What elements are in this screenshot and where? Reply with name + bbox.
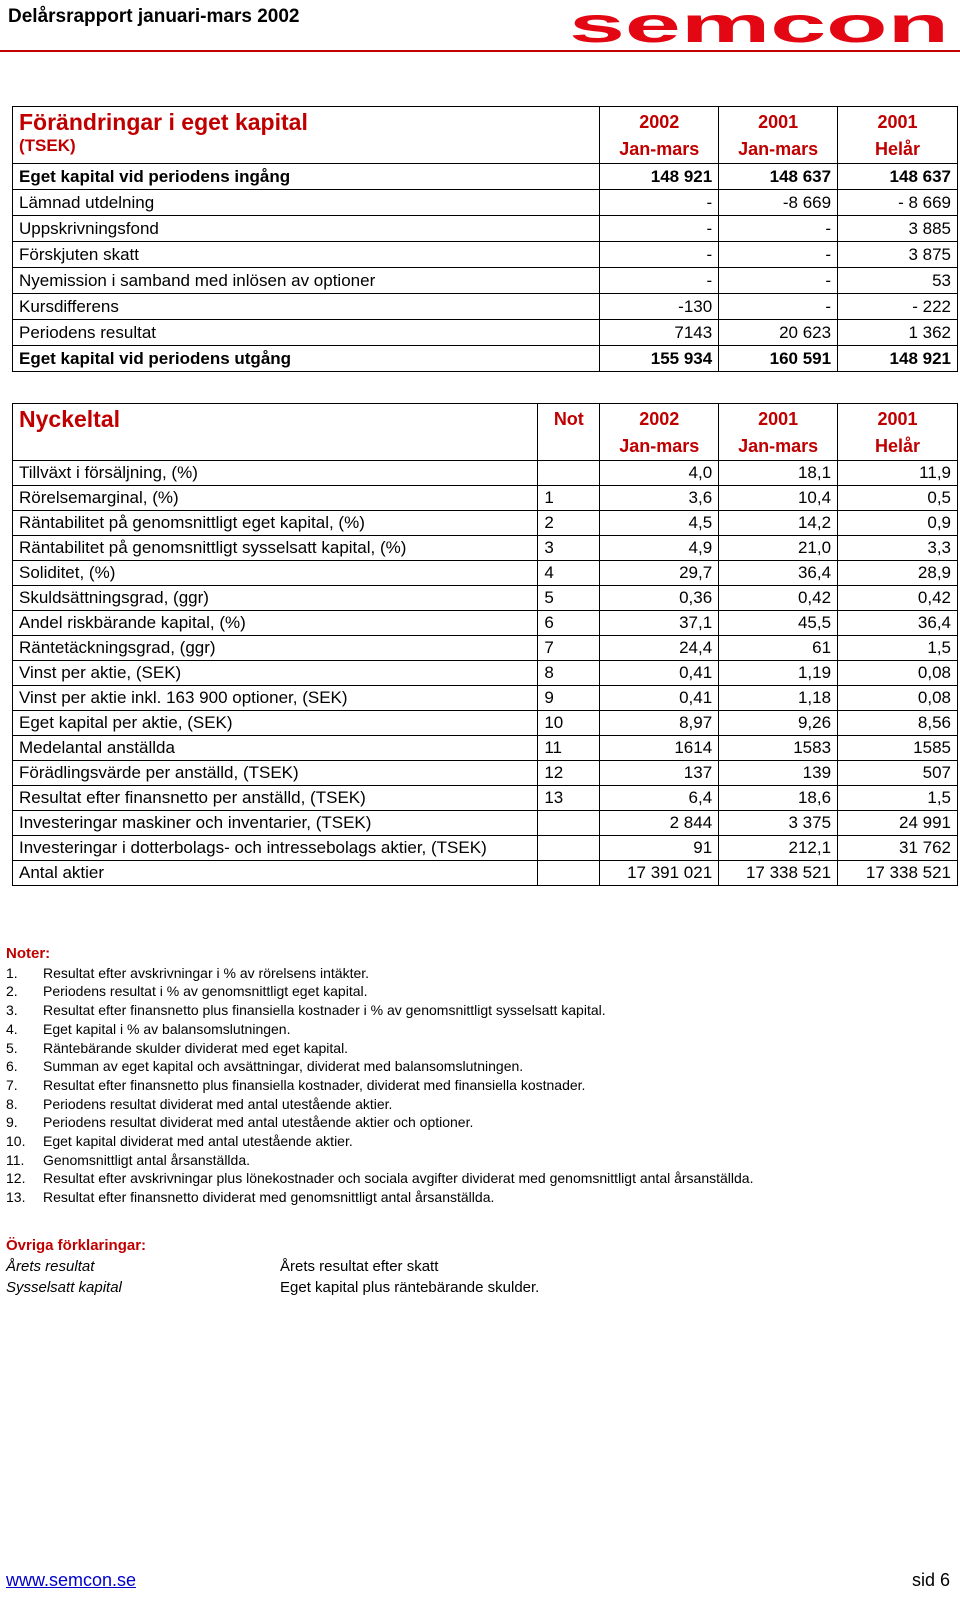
row-label: Förskjuten skatt xyxy=(13,242,600,268)
value-cell: - xyxy=(719,242,838,268)
value-cell: 0,08 xyxy=(838,686,958,711)
row-label: Soliditet, (%) xyxy=(13,561,538,586)
note-number: 8. xyxy=(6,1095,18,1112)
note-text: Resultat efter finansnetto plus finansiella kostnader, dividerat med finansiella kostnader. xyxy=(43,1076,586,1093)
note-item xyxy=(6,1057,754,1076)
value-cell: -130 xyxy=(600,294,719,320)
value-cell: 18,6 xyxy=(719,786,838,811)
value-cell: 8,56 xyxy=(838,711,958,736)
key-figures-col-2: 2001 Jan-mars xyxy=(719,404,838,461)
website-link[interactable]: www.semcon.se xyxy=(6,1570,137,1590)
key-figure-row xyxy=(13,761,958,786)
page-number: sid 6 xyxy=(911,1570,950,1590)
note-item xyxy=(6,1020,754,1039)
explanations-list xyxy=(6,1256,539,1298)
note-text: Eget kapital i % av balansomslutningen. xyxy=(43,1020,291,1037)
value-cell: 148 637 xyxy=(719,164,838,190)
value-cell: 1614 xyxy=(600,736,719,761)
value-cell: 3 875 xyxy=(838,242,958,268)
note-ref: 5 xyxy=(538,586,600,611)
note-text: Resultat efter finansnetto dividerat med genomsnittligt antal årsanställda. xyxy=(43,1189,495,1206)
note-ref xyxy=(538,811,600,836)
note-ref xyxy=(538,461,600,486)
key-figure-row xyxy=(13,736,958,761)
explanations-heading: Övriga förklaringar: xyxy=(6,1237,147,1254)
key-figure-row xyxy=(13,511,958,536)
row-label: Andel riskbärande kapital, (%) xyxy=(13,611,538,636)
key-figure-row xyxy=(13,661,958,686)
note-ref: 1 xyxy=(538,486,600,511)
value-cell: - 222 xyxy=(838,294,958,320)
value-cell: 137 xyxy=(600,761,719,786)
value-cell: 0,36 xyxy=(600,586,719,611)
value-cell: - xyxy=(600,216,719,242)
key-figure-row xyxy=(13,461,958,486)
value-cell: 3 375 xyxy=(719,811,838,836)
note-text: Resultat efter finansnetto plus finansiella kostnader i % av genomsnittligt sysselsatt kapital. xyxy=(43,1002,606,1019)
value-cell: - 8 669 xyxy=(838,190,958,216)
explanation-item xyxy=(6,1256,539,1277)
value-cell: 0,41 xyxy=(600,686,719,711)
row-label: Räntabilitet på genomsnittligt eget kapital, (%) xyxy=(13,511,538,536)
row-label: Investeringar maskiner och inventarier, (TSEK) xyxy=(13,811,538,836)
equity-col-2: 2001 Jan-mars xyxy=(719,107,838,164)
value-cell: 3,3 xyxy=(838,536,958,561)
note-ref: 8 xyxy=(538,661,600,686)
value-cell: 36,4 xyxy=(719,561,838,586)
note-item xyxy=(6,964,754,983)
value-cell: 160 591 xyxy=(719,346,838,372)
note-text: Periodens resultat dividerat med antal utestående aktier. xyxy=(43,1095,393,1112)
row-label: Antal aktier xyxy=(13,861,538,886)
value-cell: 0,42 xyxy=(719,586,838,611)
row-label: Eget kapital vid periodens ingång xyxy=(13,164,600,190)
note-text: Periodens resultat dividerat med antal utestående aktier och optioner. xyxy=(43,1114,474,1131)
explanation-term: Sysselsatt kapital xyxy=(6,1279,122,1296)
value-cell: 0,9 xyxy=(838,511,958,536)
value-cell: 17 338 521 xyxy=(719,861,838,886)
note-number: 2. xyxy=(6,983,18,1000)
explanation-item xyxy=(6,1277,539,1298)
key-figure-row xyxy=(13,686,958,711)
row-label: Förädlingsvärde per anställd, (TSEK) xyxy=(13,761,538,786)
note-ref: 3 xyxy=(538,536,600,561)
equity-row xyxy=(13,346,958,372)
row-label: Medelantal anställda xyxy=(13,736,538,761)
key-figure-row xyxy=(13,561,958,586)
key-figure-row xyxy=(13,536,958,561)
note-number: 9. xyxy=(6,1114,18,1131)
note-ref xyxy=(538,861,600,886)
value-cell: 148 921 xyxy=(600,164,719,190)
key-figure-row xyxy=(13,786,958,811)
equity-col-1: 2002 Jan-mars xyxy=(600,107,719,164)
note-ref: 4 xyxy=(538,561,600,586)
equity-unit: (TSEK) xyxy=(19,136,76,155)
equity-row xyxy=(13,164,958,190)
value-cell: 148 637 xyxy=(838,164,958,190)
value-cell: 0,5 xyxy=(838,486,958,511)
key-figure-row xyxy=(13,836,958,861)
value-cell: - xyxy=(600,190,719,216)
note-text: Resultat efter avskrivningar plus lönekostnader och sociala avgifter dividerat med genomsnittligt antal årsanställda. xyxy=(43,1170,754,1187)
note-item xyxy=(6,1188,754,1207)
row-label: Eget kapital per aktie, (SEK) xyxy=(13,711,538,736)
value-cell: 148 921 xyxy=(838,346,958,372)
key-figures-title-cell xyxy=(13,404,538,461)
value-cell: 28,9 xyxy=(838,561,958,586)
row-label: Vinst per aktie, (SEK) xyxy=(13,661,538,686)
not-column-header: Not xyxy=(538,404,600,461)
value-cell: 24 991 xyxy=(838,811,958,836)
note-item xyxy=(6,982,754,1001)
semcon-logo xyxy=(566,4,952,46)
row-label: Resultat efter finansnetto per anställd, (TSEK) xyxy=(13,786,538,811)
note-item xyxy=(6,1113,754,1132)
note-item xyxy=(6,1001,754,1020)
value-cell: 3 885 xyxy=(838,216,958,242)
key-figures-header-row xyxy=(13,404,958,461)
row-label: Eget kapital vid periodens utgång xyxy=(13,346,600,372)
note-text: Summan av eget kapital och avsättningar, dividerat med balansomslutningen. xyxy=(43,1058,524,1075)
equity-header-row xyxy=(13,107,958,164)
header-divider xyxy=(0,50,960,52)
value-cell: 17 391 021 xyxy=(600,861,719,886)
value-cell: 20 623 xyxy=(719,320,838,346)
note-number: 13. xyxy=(6,1189,26,1206)
value-cell: 7143 xyxy=(600,320,719,346)
note-number: 12. xyxy=(6,1170,26,1187)
value-cell: 37,1 xyxy=(600,611,719,636)
row-label: Periodens resultat xyxy=(13,320,600,346)
note-item xyxy=(6,1076,754,1095)
value-cell: 91 xyxy=(600,836,719,861)
note-item xyxy=(6,1039,754,1058)
note-text: Eget kapital dividerat med antal utestående aktier. xyxy=(43,1133,353,1150)
note-ref: 11 xyxy=(538,736,600,761)
note-ref: 6 xyxy=(538,611,600,636)
value-cell: 139 xyxy=(719,761,838,786)
key-figure-row xyxy=(13,611,958,636)
value-cell: 53 xyxy=(838,268,958,294)
note-number: 10. xyxy=(6,1133,26,1150)
note-item xyxy=(6,1095,754,1114)
note-number: 3. xyxy=(6,1002,18,1019)
key-figures-col-3: 2001 Helår xyxy=(838,404,958,461)
value-cell: -8 669 xyxy=(719,190,838,216)
equity-row xyxy=(13,190,958,216)
note-text: Genomsnittligt antal årsanställda. xyxy=(43,1151,250,1168)
value-cell: 45,5 xyxy=(719,611,838,636)
note-number: 4. xyxy=(6,1020,18,1037)
row-label: Vinst per aktie inkl. 163 900 optioner, (SEK) xyxy=(13,686,538,711)
row-label: Räntetäckningsgrad, (ggr) xyxy=(13,636,538,661)
equity-title-cell xyxy=(13,107,600,164)
value-cell: 36,4 xyxy=(838,611,958,636)
value-cell: 155 934 xyxy=(600,346,719,372)
note-ref xyxy=(538,836,600,861)
value-cell: 18,1 xyxy=(719,461,838,486)
row-label: Tillväxt i försäljning, (%) xyxy=(13,461,538,486)
equity-row xyxy=(13,242,958,268)
value-cell: 9,26 xyxy=(719,711,838,736)
note-number: 7. xyxy=(6,1076,18,1093)
value-cell: 1,18 xyxy=(719,686,838,711)
key-figure-row xyxy=(13,486,958,511)
equity-row xyxy=(13,268,958,294)
notes-heading: Noter: xyxy=(6,945,51,962)
key-figure-row xyxy=(13,861,958,886)
explanation-term: Årets resultat xyxy=(6,1258,95,1275)
row-label: Uppskrivningsfond xyxy=(13,216,600,242)
note-item xyxy=(6,1132,754,1151)
value-cell: 212,1 xyxy=(719,836,838,861)
value-cell: 14,2 xyxy=(719,511,838,536)
value-cell: - xyxy=(719,268,838,294)
value-cell: 2 844 xyxy=(600,811,719,836)
equity-row xyxy=(13,294,958,320)
key-figure-row xyxy=(13,711,958,736)
row-label: Kursdifferens xyxy=(13,294,600,320)
value-cell: 507 xyxy=(838,761,958,786)
note-text: Periodens resultat i % av genomsnittligt eget kapital. xyxy=(43,983,368,1000)
value-cell: 61 xyxy=(719,636,838,661)
note-number: 5. xyxy=(6,1039,18,1056)
value-cell: - xyxy=(600,242,719,268)
value-cell: 4,9 xyxy=(600,536,719,561)
row-label: Investeringar i dotterbolags- och intressebolags aktier, (TSEK) xyxy=(13,836,538,861)
notes-list xyxy=(6,964,754,1207)
equity-row xyxy=(13,216,958,242)
value-cell: 1,19 xyxy=(719,661,838,686)
key-figures-table xyxy=(12,403,958,886)
equity-title: Förändringar i eget kapital xyxy=(19,109,308,135)
note-number: 11. xyxy=(6,1151,25,1168)
note-item xyxy=(6,1151,754,1170)
value-cell: 1585 xyxy=(838,736,958,761)
note-ref: 12 xyxy=(538,761,600,786)
value-cell: 1,5 xyxy=(838,786,958,811)
key-figure-row xyxy=(13,636,958,661)
value-cell: 4,5 xyxy=(600,511,719,536)
explanation-definition: Årets resultat efter skatt xyxy=(280,1258,439,1275)
row-label: Räntabilitet på genomsnittligt sysselsatt kapital, (%) xyxy=(13,536,538,561)
equity-col-3: 2001 Helår xyxy=(838,107,958,164)
note-ref: 7 xyxy=(538,636,600,661)
notes-section xyxy=(6,945,754,1207)
report-title: Delårsrapport januari-mars 2002 xyxy=(8,6,300,27)
key-figure-row xyxy=(13,811,958,836)
value-cell: 21,0 xyxy=(719,536,838,561)
explanations-section xyxy=(6,1235,539,1298)
note-text: Räntebärande skulder dividerat med eget kapital. xyxy=(43,1039,349,1056)
note-number: 6. xyxy=(6,1058,18,1075)
value-cell: 6,4 xyxy=(600,786,719,811)
value-cell: 4,0 xyxy=(600,461,719,486)
key-figures-col-1: 2002 Jan-mars xyxy=(600,404,719,461)
key-figures-title: Nyckeltal xyxy=(19,406,121,432)
value-cell: 0,41 xyxy=(600,661,719,686)
note-text: Resultat efter avskrivningar i % av rörelsens intäkter. xyxy=(43,964,370,981)
value-cell: 8,97 xyxy=(600,711,719,736)
value-cell: 1,5 xyxy=(838,636,958,661)
note-ref: 9 xyxy=(538,686,600,711)
value-cell: 31 762 xyxy=(838,836,958,861)
note-number: 1. xyxy=(6,964,18,981)
value-cell: - xyxy=(600,268,719,294)
value-cell: 1 362 xyxy=(838,320,958,346)
note-ref: 10 xyxy=(538,711,600,736)
value-cell: - xyxy=(719,294,838,320)
svg-text:semcon: semcon xyxy=(569,4,949,46)
note-ref: 2 xyxy=(538,511,600,536)
value-cell: 17 338 521 xyxy=(838,861,958,886)
equity-table xyxy=(12,106,958,372)
row-label: Lämnad utdelning xyxy=(13,190,600,216)
value-cell: 24,4 xyxy=(600,636,719,661)
row-label: Nyemission i samband med inlösen av optioner xyxy=(13,268,600,294)
value-cell: 29,7 xyxy=(600,561,719,586)
value-cell: 10,4 xyxy=(719,486,838,511)
row-label: Rörelsemarginal, (%) xyxy=(13,486,538,511)
value-cell: 0,08 xyxy=(838,661,958,686)
explanation-definition: Eget kapital plus räntebärande skulder. xyxy=(280,1279,540,1296)
value-cell: - xyxy=(719,216,838,242)
value-cell: 11,9 xyxy=(838,461,958,486)
value-cell: 0,42 xyxy=(838,586,958,611)
value-cell: 1583 xyxy=(719,736,838,761)
row-label: Skuldsättningsgrad, (ggr) xyxy=(13,586,538,611)
key-figure-row xyxy=(13,586,958,611)
value-cell: 3,6 xyxy=(600,486,719,511)
note-item xyxy=(6,1169,754,1188)
equity-row xyxy=(13,320,958,346)
note-ref: 13 xyxy=(538,786,600,811)
